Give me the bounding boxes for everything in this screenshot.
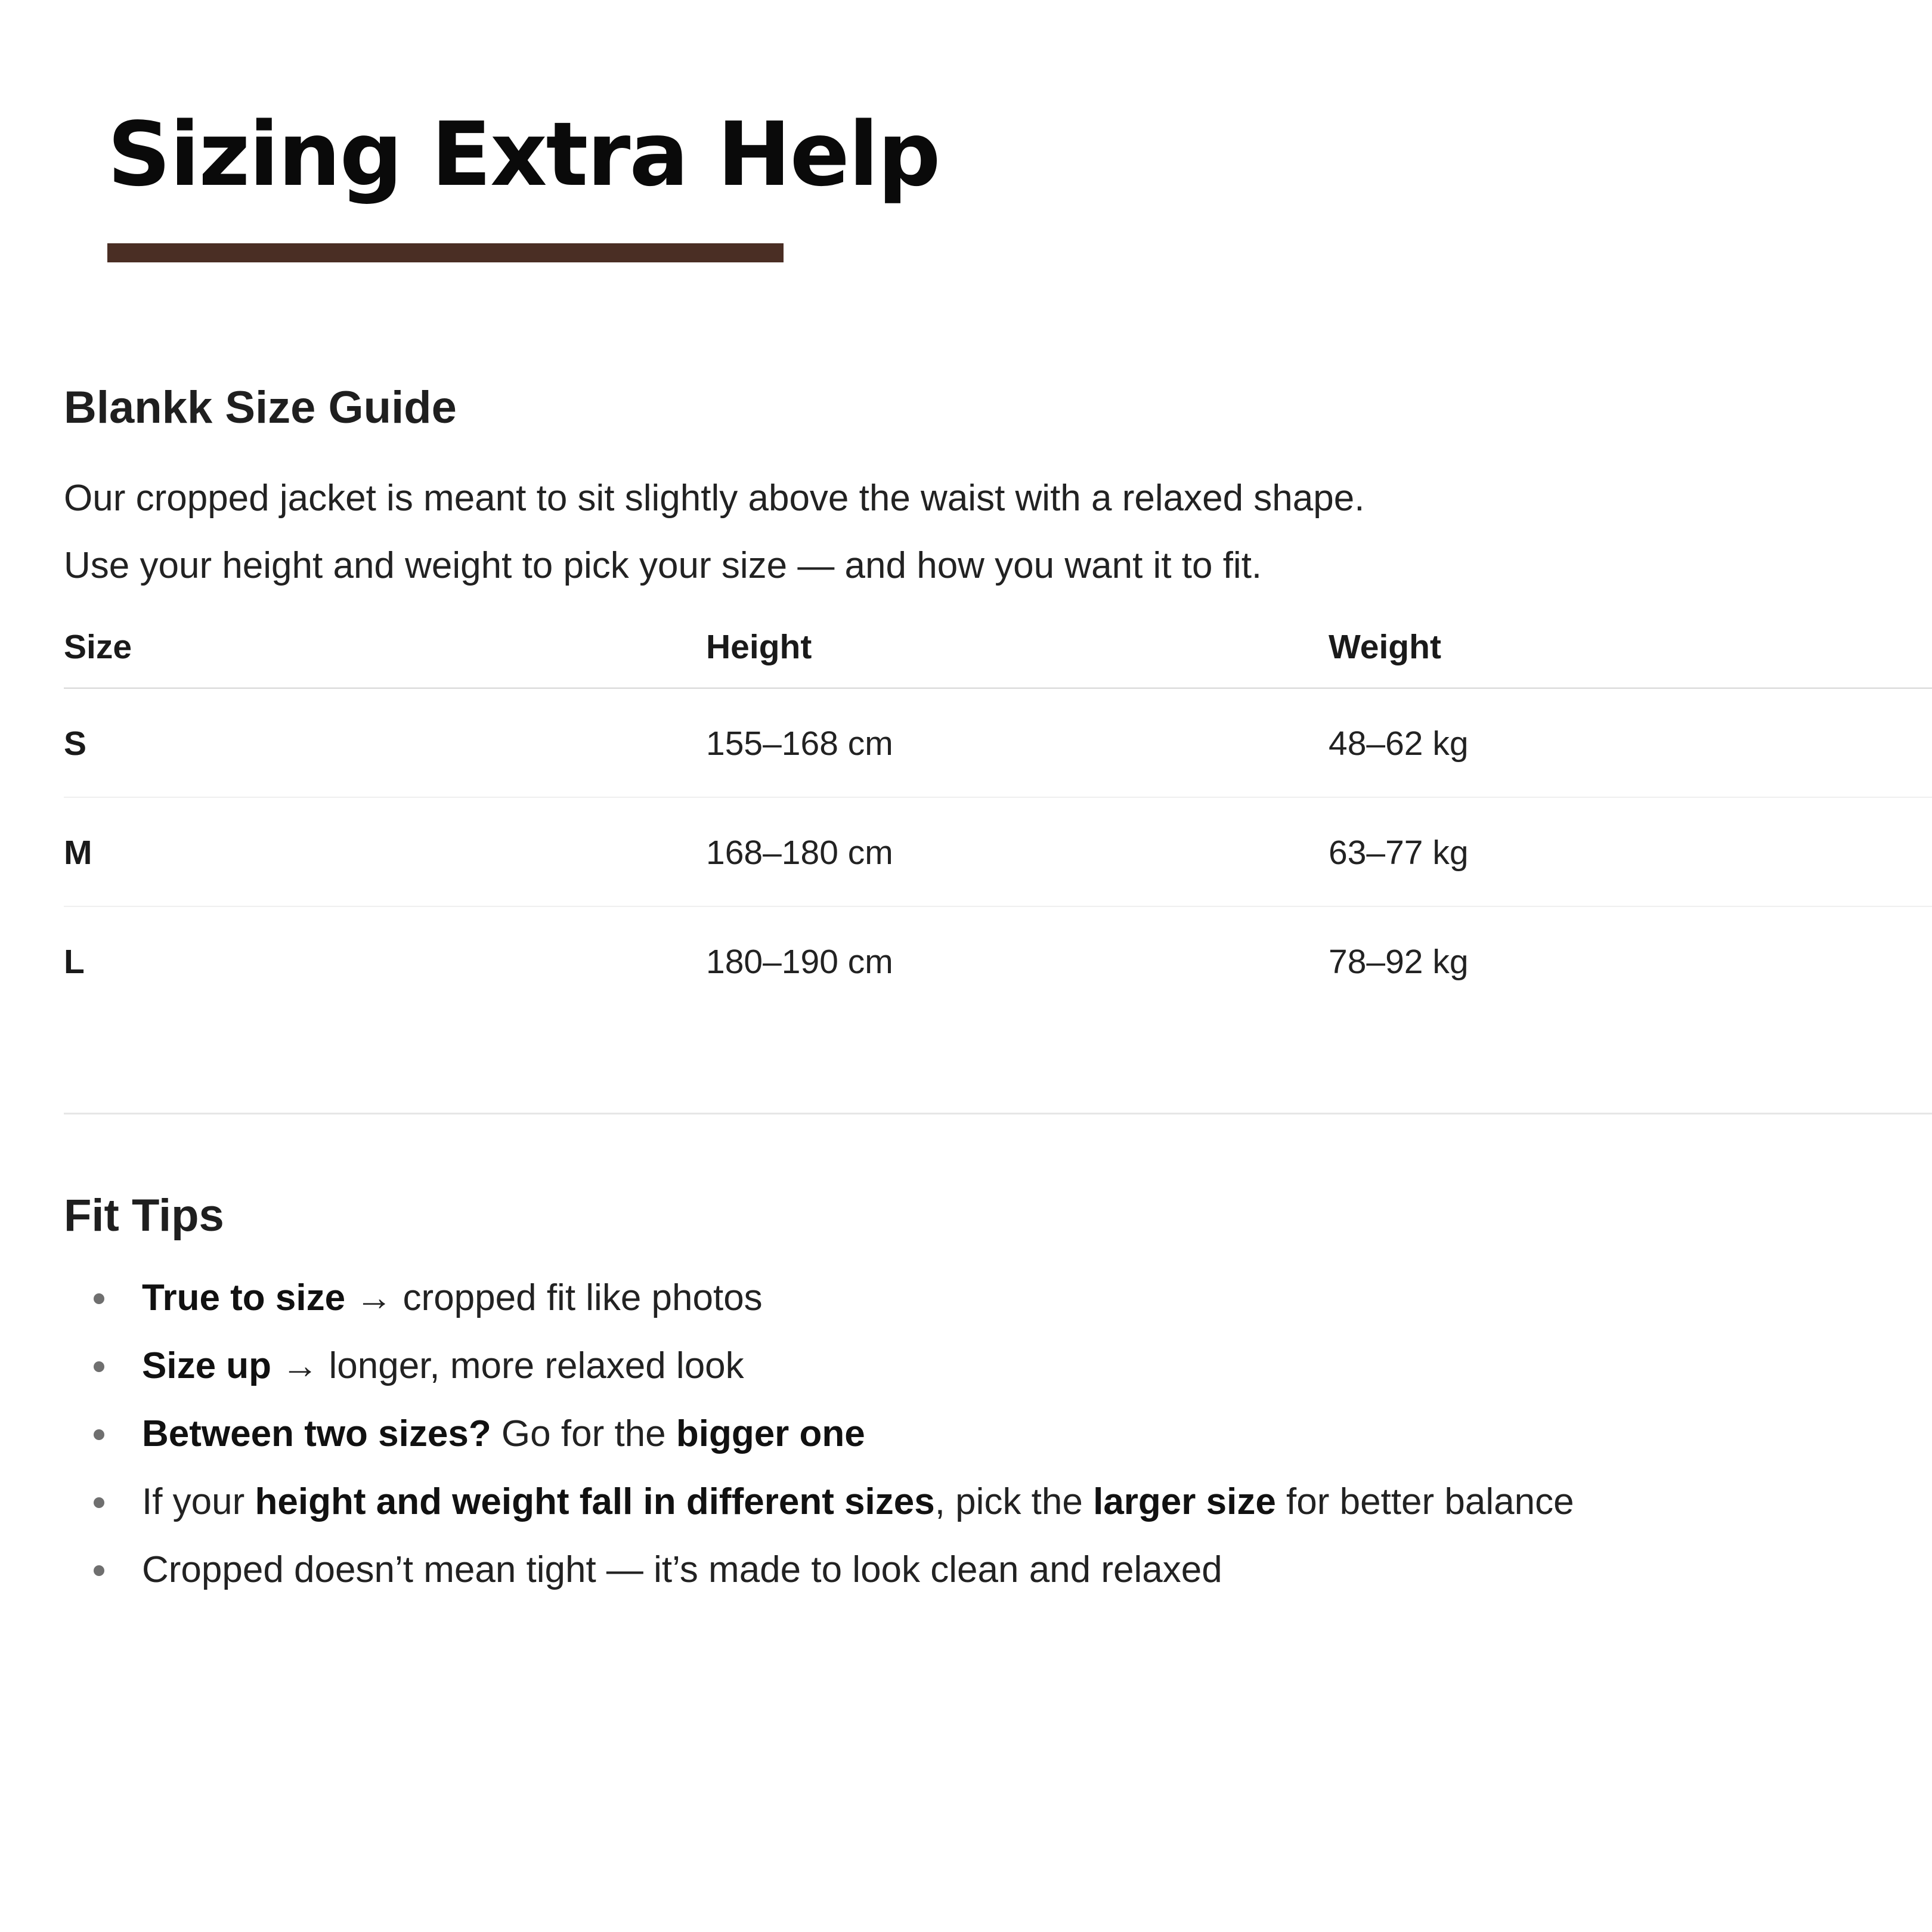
title-underline: [107, 243, 784, 262]
size-table: [64, 617, 1932, 1015]
tip-segment-bold: Between two sizes?: [142, 1413, 491, 1454]
tip-segment-bold: True to size: [142, 1277, 346, 1318]
weight-cell: 78–92 kg: [1329, 943, 1469, 981]
column-header-height: Height: [706, 628, 812, 666]
page-title: Sizing Extra Help: [107, 103, 940, 206]
size-guide-intro-line: Use your height and weight to pick your size — and how you want it to fit.: [64, 545, 1262, 586]
table-row: [64, 798, 1932, 907]
size-cell: M: [64, 834, 92, 872]
fit-tip-text: [142, 1468, 1574, 1536]
table-row: [64, 689, 1932, 798]
tip-segment-bold: bigger one: [676, 1413, 865, 1454]
tip-segment: Cropped doesn’t mean tight — it’s made to look clean and relaxed: [142, 1549, 1222, 1590]
height-cell: 155–168 cm: [706, 724, 893, 763]
tip-segment-bold: height and weight fall in different sizes: [255, 1481, 935, 1522]
bullet-icon: [94, 1429, 104, 1440]
height-cell: 168–180 cm: [706, 834, 893, 872]
tip-segment-bold: larger size: [1093, 1481, 1276, 1522]
bullet-icon: [94, 1293, 104, 1304]
tip-segment: for better balance: [1275, 1481, 1574, 1522]
tip-segment: If your: [142, 1481, 255, 1522]
table-row: [64, 907, 1932, 1015]
tip-segment: , pick the: [934, 1481, 1094, 1522]
size-cell: L: [64, 943, 85, 981]
tip-segment: Go for the: [491, 1413, 676, 1454]
bullet-icon: [94, 1361, 104, 1372]
section-divider: [64, 1113, 1932, 1114]
size-table-header: [64, 617, 1932, 689]
column-header-size: Size: [64, 628, 132, 666]
tip-segment: → cropped fit like photos: [345, 1277, 763, 1318]
size-cell: S: [64, 724, 87, 763]
fit-tip-text: [142, 1264, 763, 1332]
bullet-icon: [94, 1497, 104, 1508]
weight-cell: 63–77 kg: [1329, 834, 1469, 872]
size-guide-intro-line: Our cropped jacket is meant to sit slightly above the waist with a relaxed shape.: [64, 478, 1365, 519]
fit-tip-text: [142, 1332, 744, 1400]
column-header-weight: Weight: [1329, 628, 1441, 666]
fit-tip-text: [142, 1400, 865, 1468]
tip-segment-bold: Size up: [142, 1345, 272, 1386]
bullet-icon: [94, 1565, 104, 1576]
size-guide-heading: Blankk Size Guide: [64, 382, 457, 433]
fit-tip-text: [142, 1536, 1222, 1604]
weight-cell: 48–62 kg: [1329, 724, 1469, 763]
tip-segment: → longer, more relaxed look: [271, 1345, 744, 1386]
fit-tips-heading: Fit Tips: [64, 1190, 224, 1241]
height-cell: 180–190 cm: [706, 943, 893, 981]
